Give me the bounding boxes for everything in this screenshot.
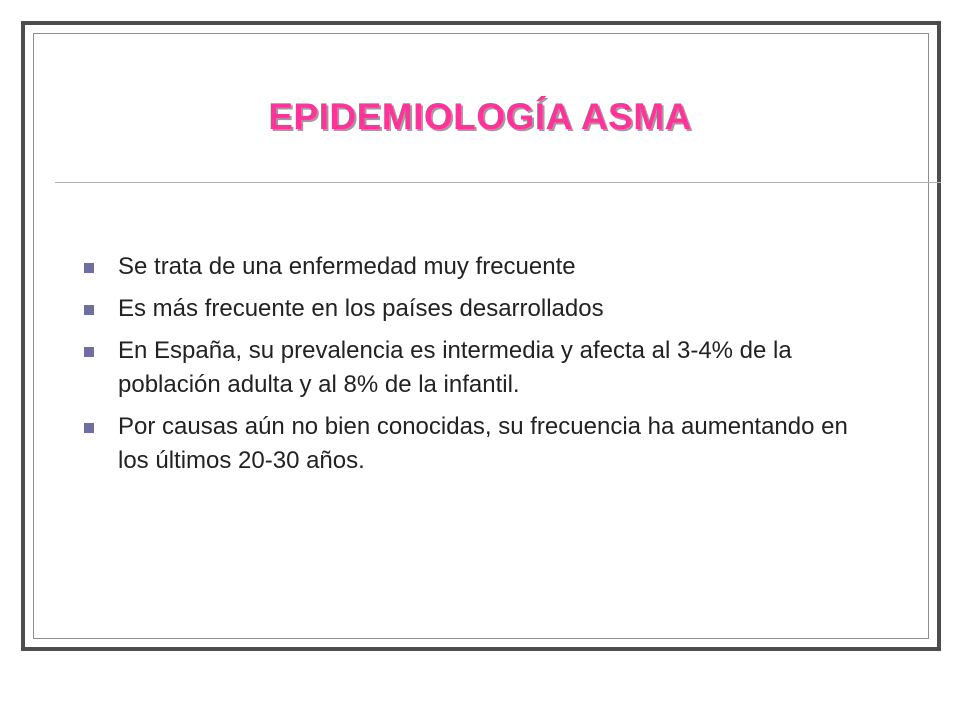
bullet-text: En España, su prevalencia es intermedia y afecta al 3-4% de la población adulta y al 8% de la infantil. <box>118 337 792 398</box>
square-bullet-icon <box>84 263 94 273</box>
bullet-item <box>80 334 880 402</box>
bullet-text: Se trata de una enfermedad muy frecuente <box>118 253 576 280</box>
bullet-text: Es más frecuente en los países desarrollados <box>118 295 604 322</box>
bullet-item <box>80 410 880 478</box>
square-bullet-icon <box>84 423 94 433</box>
bullet-list <box>80 250 880 486</box>
bullet-item <box>80 250 880 284</box>
bullet-text: Por causas aún no bien conocidas, su frecuencia ha aumentando en los últimos 20-30 años. <box>118 413 848 474</box>
square-bullet-icon <box>84 347 94 357</box>
square-bullet-icon <box>84 305 94 315</box>
bullet-item <box>80 292 880 326</box>
slide-title: EPIDEMIOLOGÍA ASMA <box>268 96 692 137</box>
title-divider <box>55 182 941 183</box>
